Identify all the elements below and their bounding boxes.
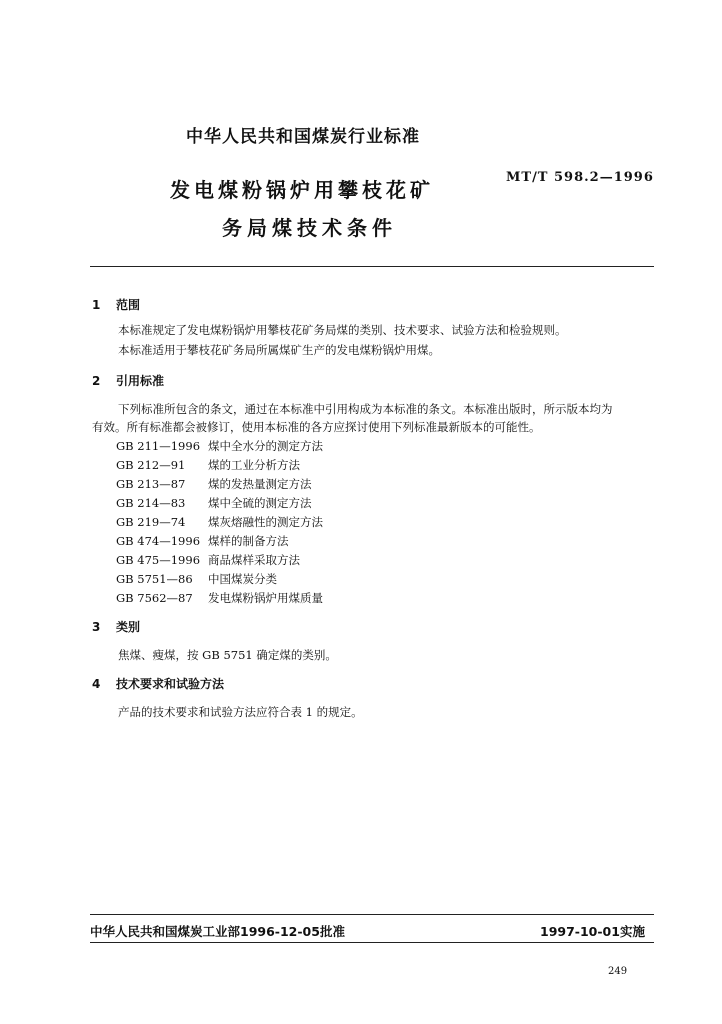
reference-code: GB 7562—87 (116, 591, 193, 605)
reference-code: GB 474—1996 (116, 534, 201, 548)
reference-title: 煤的工业分析方法 (208, 458, 300, 472)
reference-title: 发电煤粉锅炉用煤质量 (208, 591, 323, 605)
header-divider (90, 266, 654, 267)
reference-code: GB 475—1996 (116, 553, 201, 567)
reference-title: 煤样的制备方法 (208, 534, 289, 548)
section-title: 类别 (116, 620, 141, 634)
document-title-line1: 发电煤粉锅炉用攀枝花矿 (170, 178, 434, 202)
footer-bottom-divider (90, 942, 654, 943)
section-number: 1 (92, 298, 101, 312)
footer-divider (90, 914, 654, 915)
page-number: 249 (608, 966, 628, 977)
section-3-paragraph: 焦煤、瘦煤，按 GB 5751 确定煤的类别。 (118, 648, 337, 662)
section-2-paragraph-line2: 有效。所有标准都会被修订，使用本标准的各方应探讨使用下列标准最新版本的可能性。 (92, 420, 541, 434)
section-1-paragraph-2: 本标准适用于攀枝花矿务局所属煤矿生产的发电煤粉锅炉用煤。 (118, 343, 440, 357)
section-number: 3 (92, 620, 101, 634)
reference-title: 煤中全硫的测定方法 (208, 496, 312, 510)
reference-title: 煤的发热量测定方法 (208, 477, 312, 491)
reference-item (116, 552, 300, 568)
reference-item (116, 571, 277, 587)
standard-code: MT/T 598.2—1996 (506, 170, 654, 185)
reference-item (116, 457, 300, 473)
approval-statement: 中华人民共和国煤炭工业部1996-12-05批准 (90, 924, 345, 939)
section-2-heading (92, 372, 164, 389)
implementation-date: 1997-10-01实施 (540, 924, 645, 939)
reference-item (116, 438, 323, 454)
reference-code: GB 5751—86 (116, 572, 193, 586)
section-1-paragraph-1: 本标准规定了发电煤粉锅炉用攀枝花矿务局煤的类别、技术要求、试验方法和检验规则。 (118, 323, 567, 337)
reference-item (116, 514, 323, 530)
section-4-heading (92, 675, 224, 692)
reference-item (116, 495, 312, 511)
reference-code: GB 211—1996 (116, 439, 201, 453)
section-4-paragraph: 产品的技术要求和试验方法应符合表 1 的规定。 (118, 705, 363, 719)
issuing-organization: 中华人民共和国煤炭行业标准 (186, 127, 420, 147)
reference-title: 煤灰熔融性的测定方法 (208, 515, 323, 529)
reference-item (116, 533, 289, 549)
section-title: 引用标准 (116, 374, 165, 388)
reference-title: 中国煤炭分类 (208, 572, 277, 586)
section-3-heading (92, 618, 140, 635)
reference-code: GB 212—91 (116, 458, 186, 472)
reference-title: 商品煤样采取方法 (208, 553, 300, 567)
reference-title: 煤中全水分的测定方法 (208, 439, 323, 453)
reference-item (116, 476, 312, 492)
reference-item (116, 590, 323, 606)
section-title: 范围 (116, 298, 141, 312)
reference-code: GB 219—74 (116, 515, 186, 529)
section-number: 2 (92, 374, 101, 388)
reference-code: GB 213—87 (116, 477, 186, 491)
reference-code: GB 214—83 (116, 496, 186, 510)
section-1-heading (92, 296, 140, 313)
section-number: 4 (92, 677, 101, 691)
section-2-paragraph-line1: 下列标准所包含的条文，通过在本标准中引用构成为本标准的条文。本标准出版时，所示版本均为 (118, 402, 613, 416)
document-title-line2: 务局煤技术条件 (222, 216, 397, 240)
section-title: 技术要求和试验方法 (116, 677, 225, 691)
